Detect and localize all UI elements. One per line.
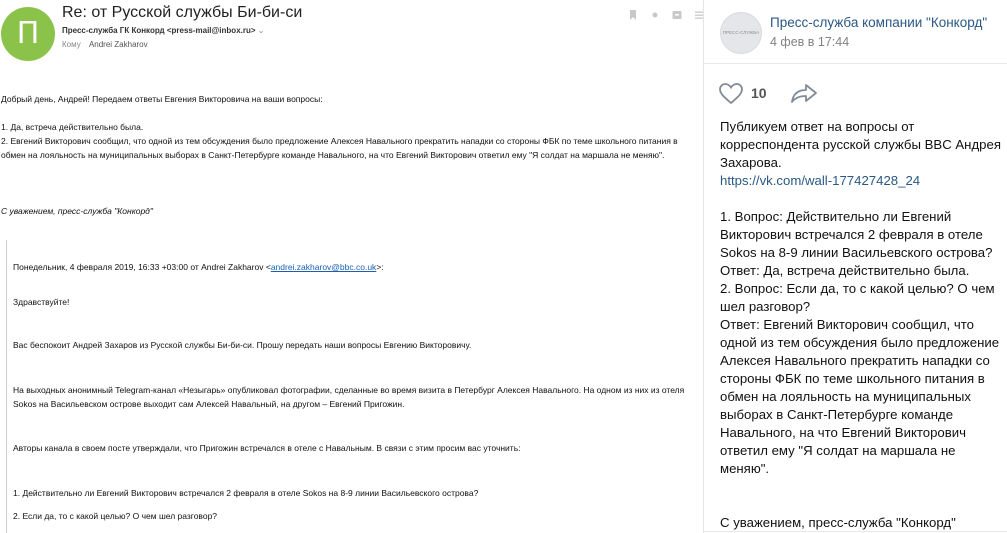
dot-icon[interactable]	[644, 10, 666, 22]
email-answer-2-line2: обмен на лояльность на муниципальных выборах в Санкт-Петербурге команде Навального, на что Евгений Викторович ответил ему "Я солдат на маршала не меняю".	[1, 150, 665, 160]
quote-para2: Авторы канала в своем посте утверждали, что Пригожин встречался в отеле с Навальным. В связи с этим просим вас уточнить:	[13, 443, 521, 453]
email-toolbar	[622, 10, 703, 22]
menu-icon[interactable]	[688, 10, 703, 22]
email-answer-2-line1: 2. Евгений Викторович сообщил, что одной из тем обсуждения было предложение Алексея Навального прекратить нападки со стороны ФБК по теме школьного питания в	[1, 136, 678, 146]
archive-icon[interactable]	[666, 10, 688, 22]
post-author-link[interactable]: Пресс-служба компании "Конкорд"	[770, 15, 988, 30]
post-text	[720, 118, 1002, 532]
post-answer-2: Ответ: Евгений Викторович сообщил, что одной из тем обсуждения было предложение Алексея Навального прекратить нападки со стороны ФБК по теме школьного питания в обмен на лояльность на муниципальных выборах в Санкт-Петербурге команде Навального, на что Евгений Викторович ответил ему "Я солдат на маршала не меняю".	[720, 317, 1000, 476]
quote-para1-line1: На выходных анонимный Telegram-канал «Незыгарь» опубликовал фотографии, сделанные во время визита в Петербург Алексея Навального. На одном из них из отеля	[13, 385, 685, 395]
quoted-message	[6, 240, 701, 533]
like-button[interactable]	[719, 82, 779, 104]
email-to-name[interactable]: Andrei Zakharov	[88, 40, 148, 49]
email-signature: С уважением, пресс-служба "Конкорд"	[1, 206, 153, 216]
email-from-text: Пресс-служба ГК Конкорд <press-mail@inbox.ru>	[62, 26, 256, 35]
vk-post	[704, 0, 1007, 533]
quote-email-link[interactable]: andrei.zakharov@bbc.co.uk	[270, 262, 377, 272]
post-bottom-divider	[704, 531, 1007, 532]
email-greeting: Добрый день, Андрей! Передаем ответы Евгения Викторовича на ваши вопросы:	[1, 94, 323, 104]
post-intro: Публикуем ответ на вопросы от корреспондента русской службы BBC Андрея Захарова.	[720, 119, 1001, 170]
flag-icon[interactable]	[622, 10, 644, 22]
share-arrow-icon	[790, 82, 818, 104]
quote-question-2: 2. Если да, то с какой целью? О чем шел разговор?	[13, 511, 218, 521]
post-question-2: 2. Вопрос: Если да, то с какой целью? О чем шел разговор?	[720, 281, 995, 314]
post-link[interactable]: https://vk.com/wall-177427428_24	[720, 173, 921, 188]
post-answer-1: Ответ: Да, встреча действительно была.	[720, 263, 970, 278]
sender-avatar[interactable]: П	[1, 7, 55, 61]
post-date[interactable]: 4 фев в 17:44	[770, 35, 850, 49]
quote-greeting: Здравствуйте!	[13, 297, 70, 307]
chevron-down-icon[interactable]: ⌄	[257, 26, 265, 35]
email-to	[62, 40, 148, 49]
quote-intro: Вас беспокоит Андрей Захаров из Русской службы Би-би-си. Прошу передать наши вопросы Евгению Викторовичу.	[13, 340, 472, 350]
post-signature: С уважением, пресс-служба "Конкорд"	[720, 515, 956, 530]
like-count: 10	[751, 85, 767, 101]
email-answer-1: 1. Да, встреча действительно была.	[1, 122, 144, 132]
quote-para1-line2: Sokos на Васильевском острове выходит сам Алексей Навальный, на другом – Евгений Пригожин.	[13, 399, 405, 409]
share-button[interactable]	[790, 82, 820, 104]
quote-question-1: 1. Действительно ли Евгений Викторович встречался 2 февраля в отеле Sokos на 8-9 линии Васильевского острова?	[13, 488, 479, 498]
email-to-label: Кому	[62, 40, 81, 49]
post-question-1: 1. Вопрос: Действительно ли Евгений Викторович встречался 2 февраля в отеле Sokos на 8-9 линии Васильевского острова?	[720, 209, 993, 260]
quote-header-suffix: >:	[376, 262, 384, 272]
email-body	[1, 92, 691, 218]
quote-header	[13, 260, 693, 274]
community-avatar[interactable]: ПРЕСС-СЛУЖБА	[720, 12, 762, 54]
post-header-divider	[704, 63, 1007, 64]
heart-icon	[719, 83, 743, 104]
email-from[interactable]	[62, 26, 264, 35]
email-subject: Re: от Русской службы Би-би-си	[62, 4, 303, 21]
quote-header-prefix: Понедельник, 4 февраля 2019, 16:33 +03:00 от Andrei Zakharov <	[13, 262, 271, 272]
